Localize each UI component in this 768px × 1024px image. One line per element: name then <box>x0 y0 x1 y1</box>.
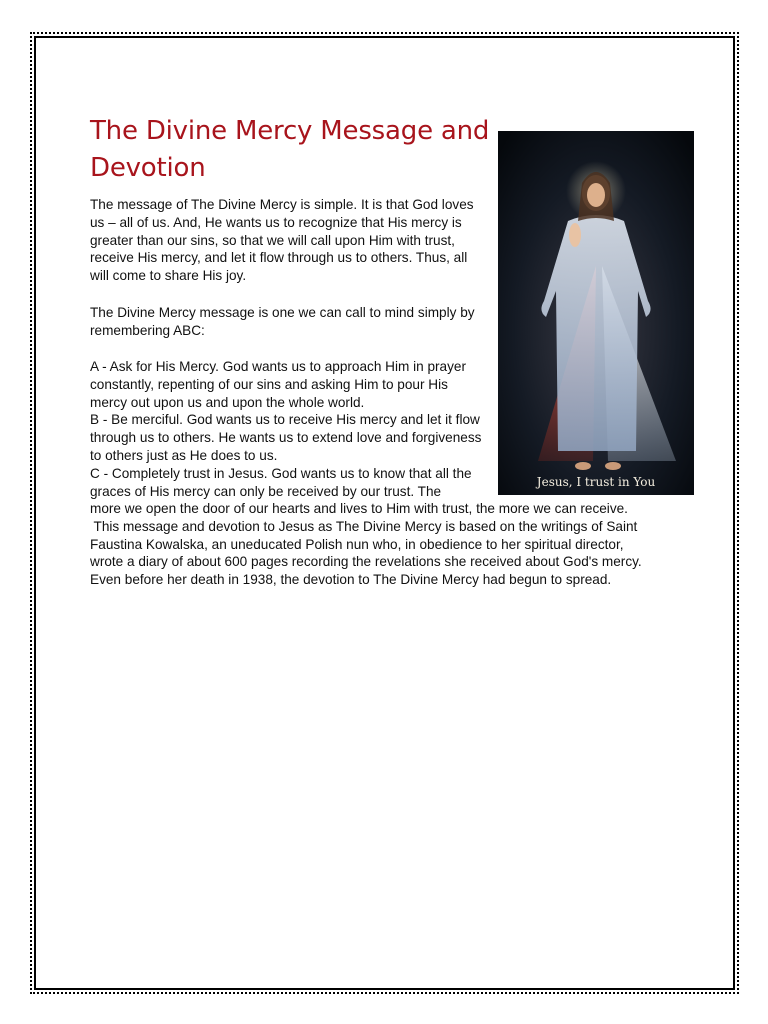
abc-text: - Completely trust in Jesus. God wants us to know that all the graces of His mercy can only be received by our trust. The <box>90 465 472 499</box>
abc-letter: B <box>90 412 100 428</box>
page-title: The Divine Mercy Message and Devotion <box>90 116 490 183</box>
text-line: This message and devotion to Jesus as The Divine Mercy is based on the writings of Saint <box>90 518 638 534</box>
continuation-text <box>90 500 690 589</box>
abc-item-a <box>90 358 482 411</box>
abc-letter: A <box>90 359 99 374</box>
abc-letter: C <box>90 465 100 481</box>
divine-mercy-illustration <box>498 131 694 495</box>
divine-mercy-image <box>498 131 694 495</box>
abc-text: - Ask for His Mercy. God wants us to approach Him in prayer constantly, repenting of our sins and asking Him to pour His mercy out upon us and upon the whole world. <box>90 359 466 410</box>
abc-list <box>90 358 482 500</box>
paragraph-abc-intro: The Divine Mercy message is one we can call to mind simply by remembering ABC: <box>90 305 475 338</box>
image-caption: Jesus, I trust in You <box>536 475 656 489</box>
text-line: Even before her death in 1938, the devotion to The Divine Mercy had begun to spread. <box>90 572 612 588</box>
text-line: wrote a diary of about 600 pages recording the revelations she received about God's mercy. <box>90 554 642 570</box>
abc-text: - Be merciful. God wants us to receive His mercy and let it flow through us to others. He wants us to extend love and forgiveness to others just as He does to us. <box>90 412 482 463</box>
abc-item-c <box>90 465 482 501</box>
text-line: Faustina Kowalska, an uneducated Polish nun who, in obedience to her spiritual director, <box>90 536 624 552</box>
text-line: more we open the door of our hearts and lives to Him with trust, the more we can receive. <box>90 501 628 516</box>
abc-item-b <box>90 411 482 464</box>
paragraph-intro: The message of The Divine Mercy is simple. It is that God loves us – all of us. And, He wants us to recognize that His mercy is greater than our sins, so that we will call upon Him with trust, receive His mercy, and let it flow through us to others. Thus, all will come to share His joy. <box>90 197 474 284</box>
